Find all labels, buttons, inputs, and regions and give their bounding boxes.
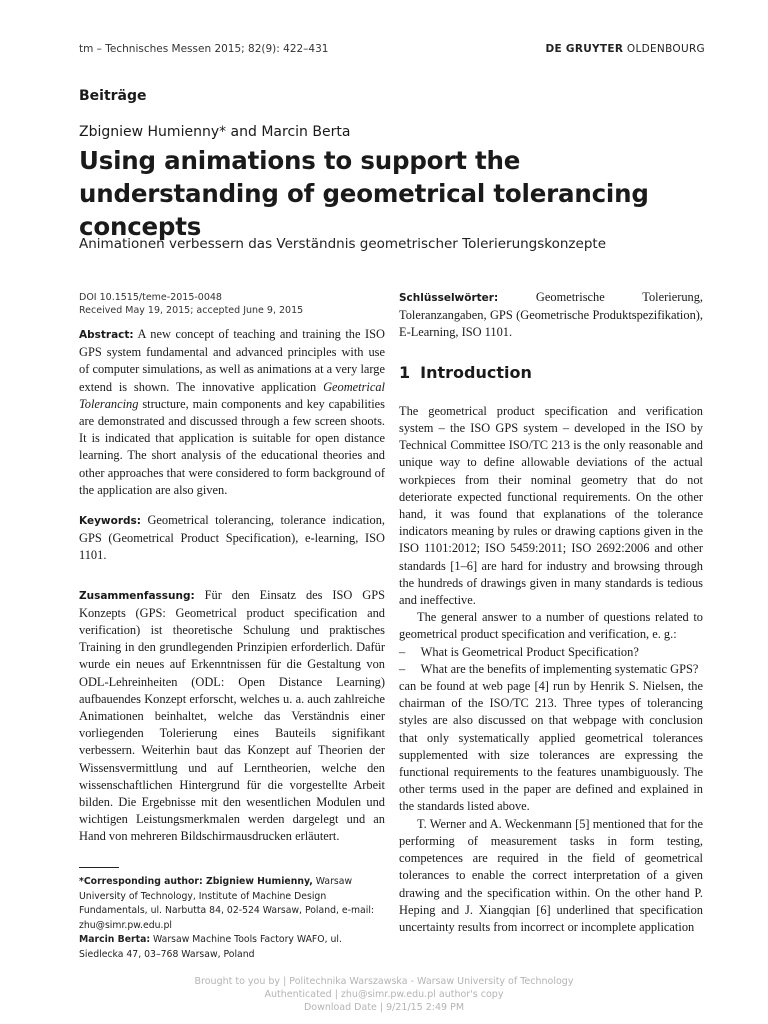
keywords-text: Geometrical tolerancing, tolerance indication, GPS (Geometrical Product Specification), e-learning, ISO 1101. xyxy=(79,513,385,563)
zusammenfassung-text: Für den Einsatz des ISO GPS Konzepts (GPS: Geometrical product specification and verification) ist theoretische Schulung und praktisches Training in den grundlegenden Prinzipien erforderlich. Dafür wurde ein neues auf Erkenntnissen für die Gestaltung von ODL-Lehreinheiten (ODL: Open Distance Learning) aufbauendes Konzept erforscht, welches u. a. auch zahlreiche Animationen beinhaltet, welche das Verständnis einer vorliegenden Tolerierung eines Bauteils signifikant verbessern. Weiterhin baut das Konzept auf Theorien der Wissensvermittlung und auf Lerntheorien, welche den wissenschaftlichen Hintergrund für die vorgestellte Arbeit bilden. Die Ergebnisse mit den wesentlichen Modulen und wichtigen Leistungsmerkmalen werden dargelegt und an Hand von mehreren Bildschirmausdrucken erläutert. xyxy=(79,587,385,844)
abstract-text-2: structure, main components and key capabilities are demonstrated and discussed through a few screen shoots. It is indicated that application is suitable for open distance learning. The short analysis of the educational theories and other approaches that were considered to form background of the application are also given. xyxy=(79,396,385,497)
zusammenfassung-label: Zusammenfassung: xyxy=(79,589,195,602)
doi: DOI 10.1515/teme-2015-0048 xyxy=(79,292,222,303)
list-item: – What are the benefits of implementing systematic GPS? xyxy=(399,661,699,676)
footnote-rule xyxy=(79,867,119,868)
footnote xyxy=(79,875,379,963)
left-column xyxy=(79,326,385,846)
keywords xyxy=(79,512,385,565)
section-label: Beiträge xyxy=(79,88,147,104)
section-title: Introduction xyxy=(420,362,532,382)
publisher-name-bold: DE GRUYTER xyxy=(545,43,624,55)
footnote-text-1: Warsaw University of Technology, Institute of Machine Design Fundamentals, ul. Narbutta 84, 02-524 Warsaw, Poland, e-mail: zhu@simr.pw.edu.pl xyxy=(79,876,375,931)
doi-block xyxy=(79,291,379,317)
paper-subtitle: Animationen verbessern das Verständnis geometrischer Tolerierungskonzepte xyxy=(79,236,606,252)
footnote-text-2: Warsaw Machine Tools Factory WAFO, ul. Siedlecka 47, 03–768 Warsaw, Poland xyxy=(79,934,342,960)
journal-citation: tm – Technisches Messen 2015; 82(9): 422–431 xyxy=(79,43,329,55)
right-column xyxy=(399,289,703,936)
section-heading-introduction xyxy=(399,364,703,381)
section-number: 1 xyxy=(399,362,411,382)
download-watermark xyxy=(0,975,768,1014)
zusammenfassung xyxy=(79,587,385,846)
list-item: – What is Geometrical Product Specification? xyxy=(399,644,639,659)
intro-paragraph-2: The general answer to a number of questions related to geometrical product specification and verification, e. g.: xyxy=(399,610,703,642)
intro-paragraph-1: The geometrical product specification and verification system – the ISO GPS system – developed in the ISO by Technical Committee ISO/TC 213 is the only reasonable and unique way to define allowable deviations of the actual workpieces from their nominal geometry that do not deteriorate expected functional requirements. On the other hand, it was found that explanations of the tolerance indicators meaning by rules or drawing captions given in the ISO 1101:2012; ISO 5459:2011; ISO 2692:2006 and other standards [1–6] are hard for industry and browsing through the hundreds of drawings given in many standards is tedious and ineffective. xyxy=(399,403,703,608)
publisher-name-rest: OLDENBOURG xyxy=(623,43,705,55)
watermark-line-1: Brought to you by | Politechnika Warszawska - Warsaw University of Technology xyxy=(194,976,574,987)
abstract xyxy=(79,326,385,499)
publisher-name xyxy=(545,43,705,55)
watermark-line-3: Download Date | 9/21/15 2:49 PM xyxy=(303,1002,465,1013)
footnote-label-1: *Corresponding author: Zbigniew Humienny, xyxy=(79,876,313,887)
received-dates: Received May 19, 2015; accepted June 9, 2015 xyxy=(79,305,304,316)
keywords-label: Keywords: xyxy=(79,515,141,528)
abstract-label: Abstract: xyxy=(79,329,134,341)
abstract-text-1: A new concept of teaching and training the ISO GPS system fundamental and advanced principles with use of computer simulations, as well as animations at a very large extend is shown. The innovative application xyxy=(79,327,385,394)
abstract-italic: Geometrical Tolerancing xyxy=(79,379,385,411)
schluesselwoerter-text: Geometrische Tolerierung, Toleranzangaben, GPS (Geometrische Produktspezifikation), E-Learning, ISO 1101. xyxy=(399,290,703,340)
schluesselwoerter xyxy=(399,289,703,342)
intro-paragraph-3: can be found at web page [4] run by Henrik S. Nielsen, the chairman of the ISO/TC 213. Three types of tolerancing styles are also discussed on that webpage with conclusion that only systematically applied geometrical tolerances supplemented with size tolerances are expressing the functional requirements to the features unambiguously. The other terms used in the paper are defined and explained in the standards listed above. xyxy=(399,679,703,814)
authors: Zbigniew Humienny* and Marcin Berta xyxy=(79,124,351,140)
schluesselwoerter-label: Schlüsselwörter: xyxy=(399,292,499,304)
intro-paragraph-4: T. Werner and A. Weckenmann [5] mentioned that for the performing of measurement tasks in form testing, competences are required in the field of geometrical tolerances to enable the correct interpretation of a given drawing and the specification within. On the other hand P. Heping and J. Xiangqian [6] underlined that specification uncertainty results from incorrect or incomplete application xyxy=(399,816,703,934)
watermark-line-2: Authenticated | zhu@simr.pw.edu.pl author's copy xyxy=(264,989,504,1000)
footnote-label-2: Marcin Berta: xyxy=(79,934,151,946)
paper-title: Using animations to support the understanding of geometrical tolerancing concepts xyxy=(79,146,649,241)
